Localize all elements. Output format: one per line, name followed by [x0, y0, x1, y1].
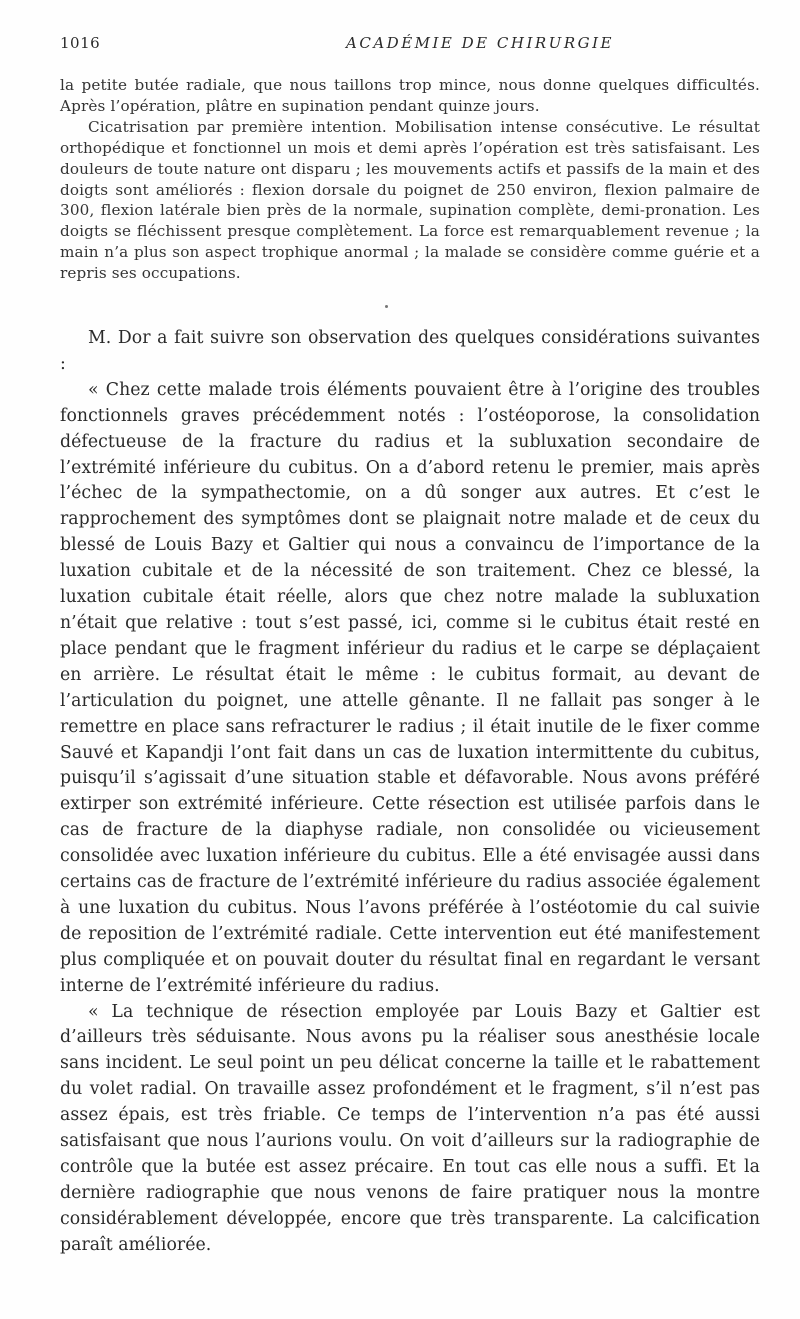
running-title: ACADÉMIE DE CHIRURGIE: [346, 34, 614, 52]
page-number: 1016: [60, 34, 101, 52]
dor-considerations: [60, 326, 760, 1259]
paragraph-dor-intro: M. Dor a fait suivre son observation des quelques considérations suivantes :: [60, 328, 760, 374]
paragraph-cicatrisation: Cicatrisation par première intention. Mobilisation intense consécutive. Le résultat orthopédique et fonctionnel un mois et demi après l’opération est très satisfaisant. Les douleurs de toute nature ont disparu ; les mouvements actifs et passifs de la main et des doigts sont améliorés : flexion dorsale du poignet de 250 environ, flexion palmaire de 300, flexion latérale bien près de la normale, supination complète, demi-pronation. Les doigts se fléchissent presque complètement. La force est remarquablement revenue ; la main n’a plus son aspect trophique anormal ; la malade se considère comme guérie et a repris ses occupations.: [60, 117, 760, 283]
paragraph-technique: « La technique de résection employée par Louis Bazy et Galtier est d’ailleurs très séduisante. Nous avons pu la réaliser sous anesthésie locale sans incident. Le seul point un peu délicat concerne la taille et le rabattement du volet radial. On travaille assez profondément et le fragment, s’il n’est pas assez épais, est très friable. Ce temps de l’intervention n’a pas été aussi satisfaisant que nous l’aurions voulu. On voit d’ailleurs sur la radiographie de contrôle que la butée est assez précaire. En tout cas elle nous a suffi. Et la dernière radiographie que nous venons de faire pratiquer nous la montre considérablement développée, encore que très transparente. La calcification paraît améliorée.: [60, 1001, 760, 1255]
paragraph-elements: « Chez cette malade trois éléments pouvaient être à l’origine des troubles fonctionnels graves précédemment notés : l’ostéoporose, la consolidation défectueuse de la fracture du radius et la subluxation secondaire de l’extrémité inférieure du cubitus. On a d’abord retenu le premier, mais après l’échec de la sympathectomie, on a dû songer aux autres. Et c’est le rapprochement des symptômes dont se plaignait notre malade et de ceux du blessé de Louis Bazy et Galtier qui nous a convaincu de l’importance de la luxation cubitale et de la nécessité de son traitement. Chez ce blessé, la luxation cubitale était réelle, alors que chez notre malade la subluxation n’était que relative : tout s’est passé, ici, comme si le cubitus était resté en place pendant que le fragment inférieur du radius et le carpe se déplaçaient en arrière. Le résultat était le même : le cubitus formait, au devant de l’articulation du poignet, une attelle gênante. Il ne fallait pas songer à le remettre en place sans refracturer le radius ; il était inutile de le fixer comme Sauvé et Kapandji l’ont fait dans un cas de luxation intermittente du cubitus, puisqu’il s’agissait d’une situation stable et défavorable. Nous avons préféré extirper son extrémité inférieure. Cette résection est utilisée parfois dans le cas de fracture de la diaphyse radiale, non consolidée ou vicieusement consolidée avec luxation inférieure du cubitus. Elle a été envisagée aussi dans certains cas de fracture de l’extrémité inférieure du radius associée également à une luxation du cubitus. Nous l’avons préférée à l’ostéotomie du cal suivie de reposition de l’extrémité radiale. Cette intervention eut été manifestement plus compliquée et on pouvait douter du résultat final en regardant le versant interne de l’extrémité inférieure du radius.: [60, 379, 760, 996]
print-speck: [385, 305, 388, 308]
page-header: [60, 34, 760, 54]
paragraph-butee: la petite butée radiale, que nous taillons trop mince, nous donne quelques difficultés. Après l’opération, plâtre en supination pendant quinze jours.: [60, 76, 760, 115]
case-report-continuation: [60, 75, 760, 284]
